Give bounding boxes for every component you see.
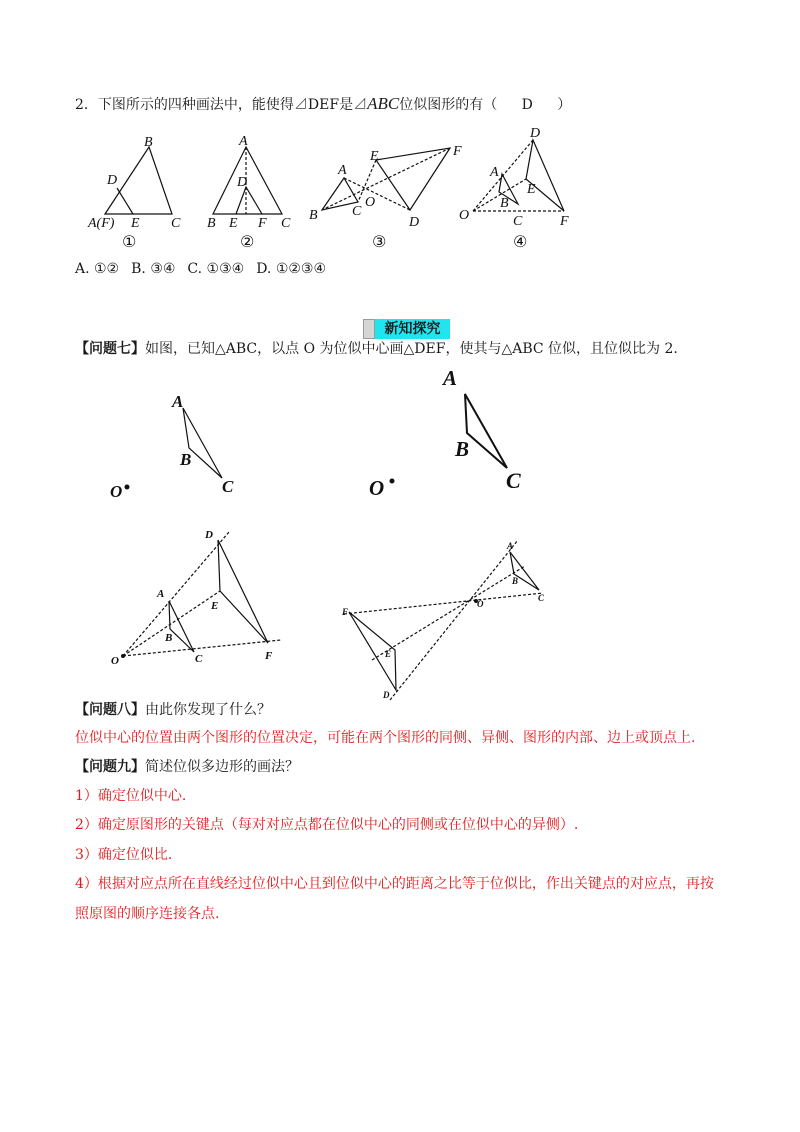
fig4-label-e: E	[527, 182, 536, 197]
badge-label: 新知探究	[375, 319, 450, 339]
option-a: A. ①②	[75, 261, 120, 277]
fig7-large-label-o: O	[369, 476, 385, 500]
fig4-label-o: O	[459, 208, 470, 223]
same-side-label-f: F	[265, 650, 273, 662]
same-side-label-b: B	[165, 632, 173, 644]
q8-tag: 【问题八】	[75, 702, 145, 718]
fig3-label-o: O	[365, 195, 376, 210]
same-side-label-e: E	[211, 600, 219, 612]
step-4: 4）根据对应点所在直线经过位似中心且到位似中心的距离之比等于位似比，作出关键点的对应点，再按	[75, 876, 714, 892]
fig3-label-d: D	[409, 215, 420, 230]
fig2-number: ②	[240, 232, 255, 251]
fig7-large-triangle	[465, 394, 507, 468]
option-b: B. ③④	[131, 261, 176, 277]
opposite-label-f: F	[342, 607, 349, 617]
fig7-small-label-o: O	[110, 482, 123, 501]
fig7-large-label-c: C	[506, 468, 521, 493]
fig7-small-point-o	[125, 485, 130, 490]
fig1-label-af: A(F)	[88, 216, 115, 231]
opposite-label-a: A	[507, 541, 514, 551]
q8-conclusion: 位似中心的位置由两个图形的位置决定，可能在两个图形的同侧、异侧、图形的内部、边上或顶点上.	[75, 730, 696, 746]
fig3-label-e: E	[370, 149, 379, 164]
q2-tri2: ABC	[367, 94, 400, 113]
fig7-large-label-a: A	[443, 366, 458, 390]
fig2-label-b: B	[207, 216, 216, 231]
fig2-label-e: E	[229, 216, 238, 231]
fig2-label-a: A	[239, 134, 248, 149]
q2-suffix: 位似图形的有（	[399, 97, 498, 113]
fig2-label-c: C	[281, 216, 291, 231]
q2-tri2-symbol: ⊿	[353, 97, 368, 113]
question-7	[75, 339, 678, 359]
section-badge	[363, 319, 450, 339]
fig7-small-label-b: B	[180, 450, 192, 469]
fig1-label-e: E	[131, 216, 140, 231]
opposite-label-b: B	[512, 576, 519, 586]
question-8	[75, 700, 271, 720]
same-side-label-o: O	[111, 655, 119, 667]
option-d: D. ①②③④	[256, 261, 327, 277]
fig4-number: ④	[513, 232, 528, 251]
fig2-label-f: F	[258, 216, 267, 231]
q9-tag: 【问题九】	[75, 759, 145, 775]
fig4-label-c: C	[513, 214, 523, 229]
fig3-label-c: C	[352, 204, 362, 219]
q7-text: 如图，已知△ABC，以点 O 为位似中心画△DEF，使其与△ABC 位似，且位似比为 2.	[145, 341, 678, 357]
fig-same-side-diagram	[123, 532, 281, 656]
figure-4-diagram	[473, 140, 564, 211]
step-1: 1）确定位似中心.	[75, 788, 187, 804]
fig4-label-d: D	[530, 126, 541, 141]
fig7-small-label-c: C	[222, 477, 234, 496]
same-side-label-c: C	[195, 653, 203, 665]
question-9	[75, 757, 299, 777]
fig4-label-f: F	[560, 214, 569, 229]
q2-middle: 是	[339, 97, 354, 113]
q8-text: 由此你发现了什么？	[145, 702, 271, 718]
step-2: 2）确定原图形的关键点（每对对应点都在位似中心的同侧或在位似中心的异侧）.	[75, 817, 579, 833]
q9-text: 简述位似多边形的画法？	[145, 759, 299, 775]
q2-close: ）	[557, 97, 572, 113]
opposite-label-o: O	[477, 599, 484, 609]
fig3-label-a: A	[338, 163, 347, 178]
q2-tri1: ⊿DEF	[293, 97, 340, 113]
fig1-label-d: D	[107, 173, 118, 188]
figure-2-diagram	[213, 147, 282, 214]
q2-prefix: 2．下图所示的四种画法中，能使得	[75, 97, 294, 113]
same-side-label-a: A	[157, 588, 165, 600]
fig7-large-label-b: B	[455, 437, 470, 461]
same-side-point-o	[121, 654, 125, 658]
fig3-number: ③	[372, 232, 387, 251]
opposite-label-d: D	[383, 690, 390, 700]
q2-answer: D	[521, 97, 533, 113]
step-4-continued: 照原图的顺序连接各点.	[75, 906, 220, 922]
fig2-label-d: D	[237, 175, 248, 190]
step-3: 3）确定位似比.	[75, 847, 173, 863]
fig3-label-b: B	[309, 208, 318, 223]
fig3-label-f: F	[453, 144, 462, 159]
fig1-label-b: B	[144, 135, 153, 150]
fig1-number: ①	[122, 232, 137, 251]
opposite-label-c: C	[538, 593, 545, 603]
same-side-label-d: D	[205, 529, 213, 541]
figure-3-diagram	[322, 148, 450, 210]
badge-marker	[363, 319, 375, 339]
fig4-label-a: A	[490, 165, 499, 180]
fig7-large-point-o	[390, 479, 395, 484]
opposite-label-e: E	[385, 649, 392, 659]
fig4-label-b: B	[500, 196, 509, 211]
fig1-label-c: C	[171, 216, 181, 231]
fig-opposite-diagram	[344, 540, 543, 700]
option-c: C. ①③④	[187, 261, 245, 277]
fig7-small-label-a: A	[172, 392, 184, 411]
q7-tag: 【问题七】	[75, 341, 145, 357]
answer-options	[75, 259, 338, 279]
